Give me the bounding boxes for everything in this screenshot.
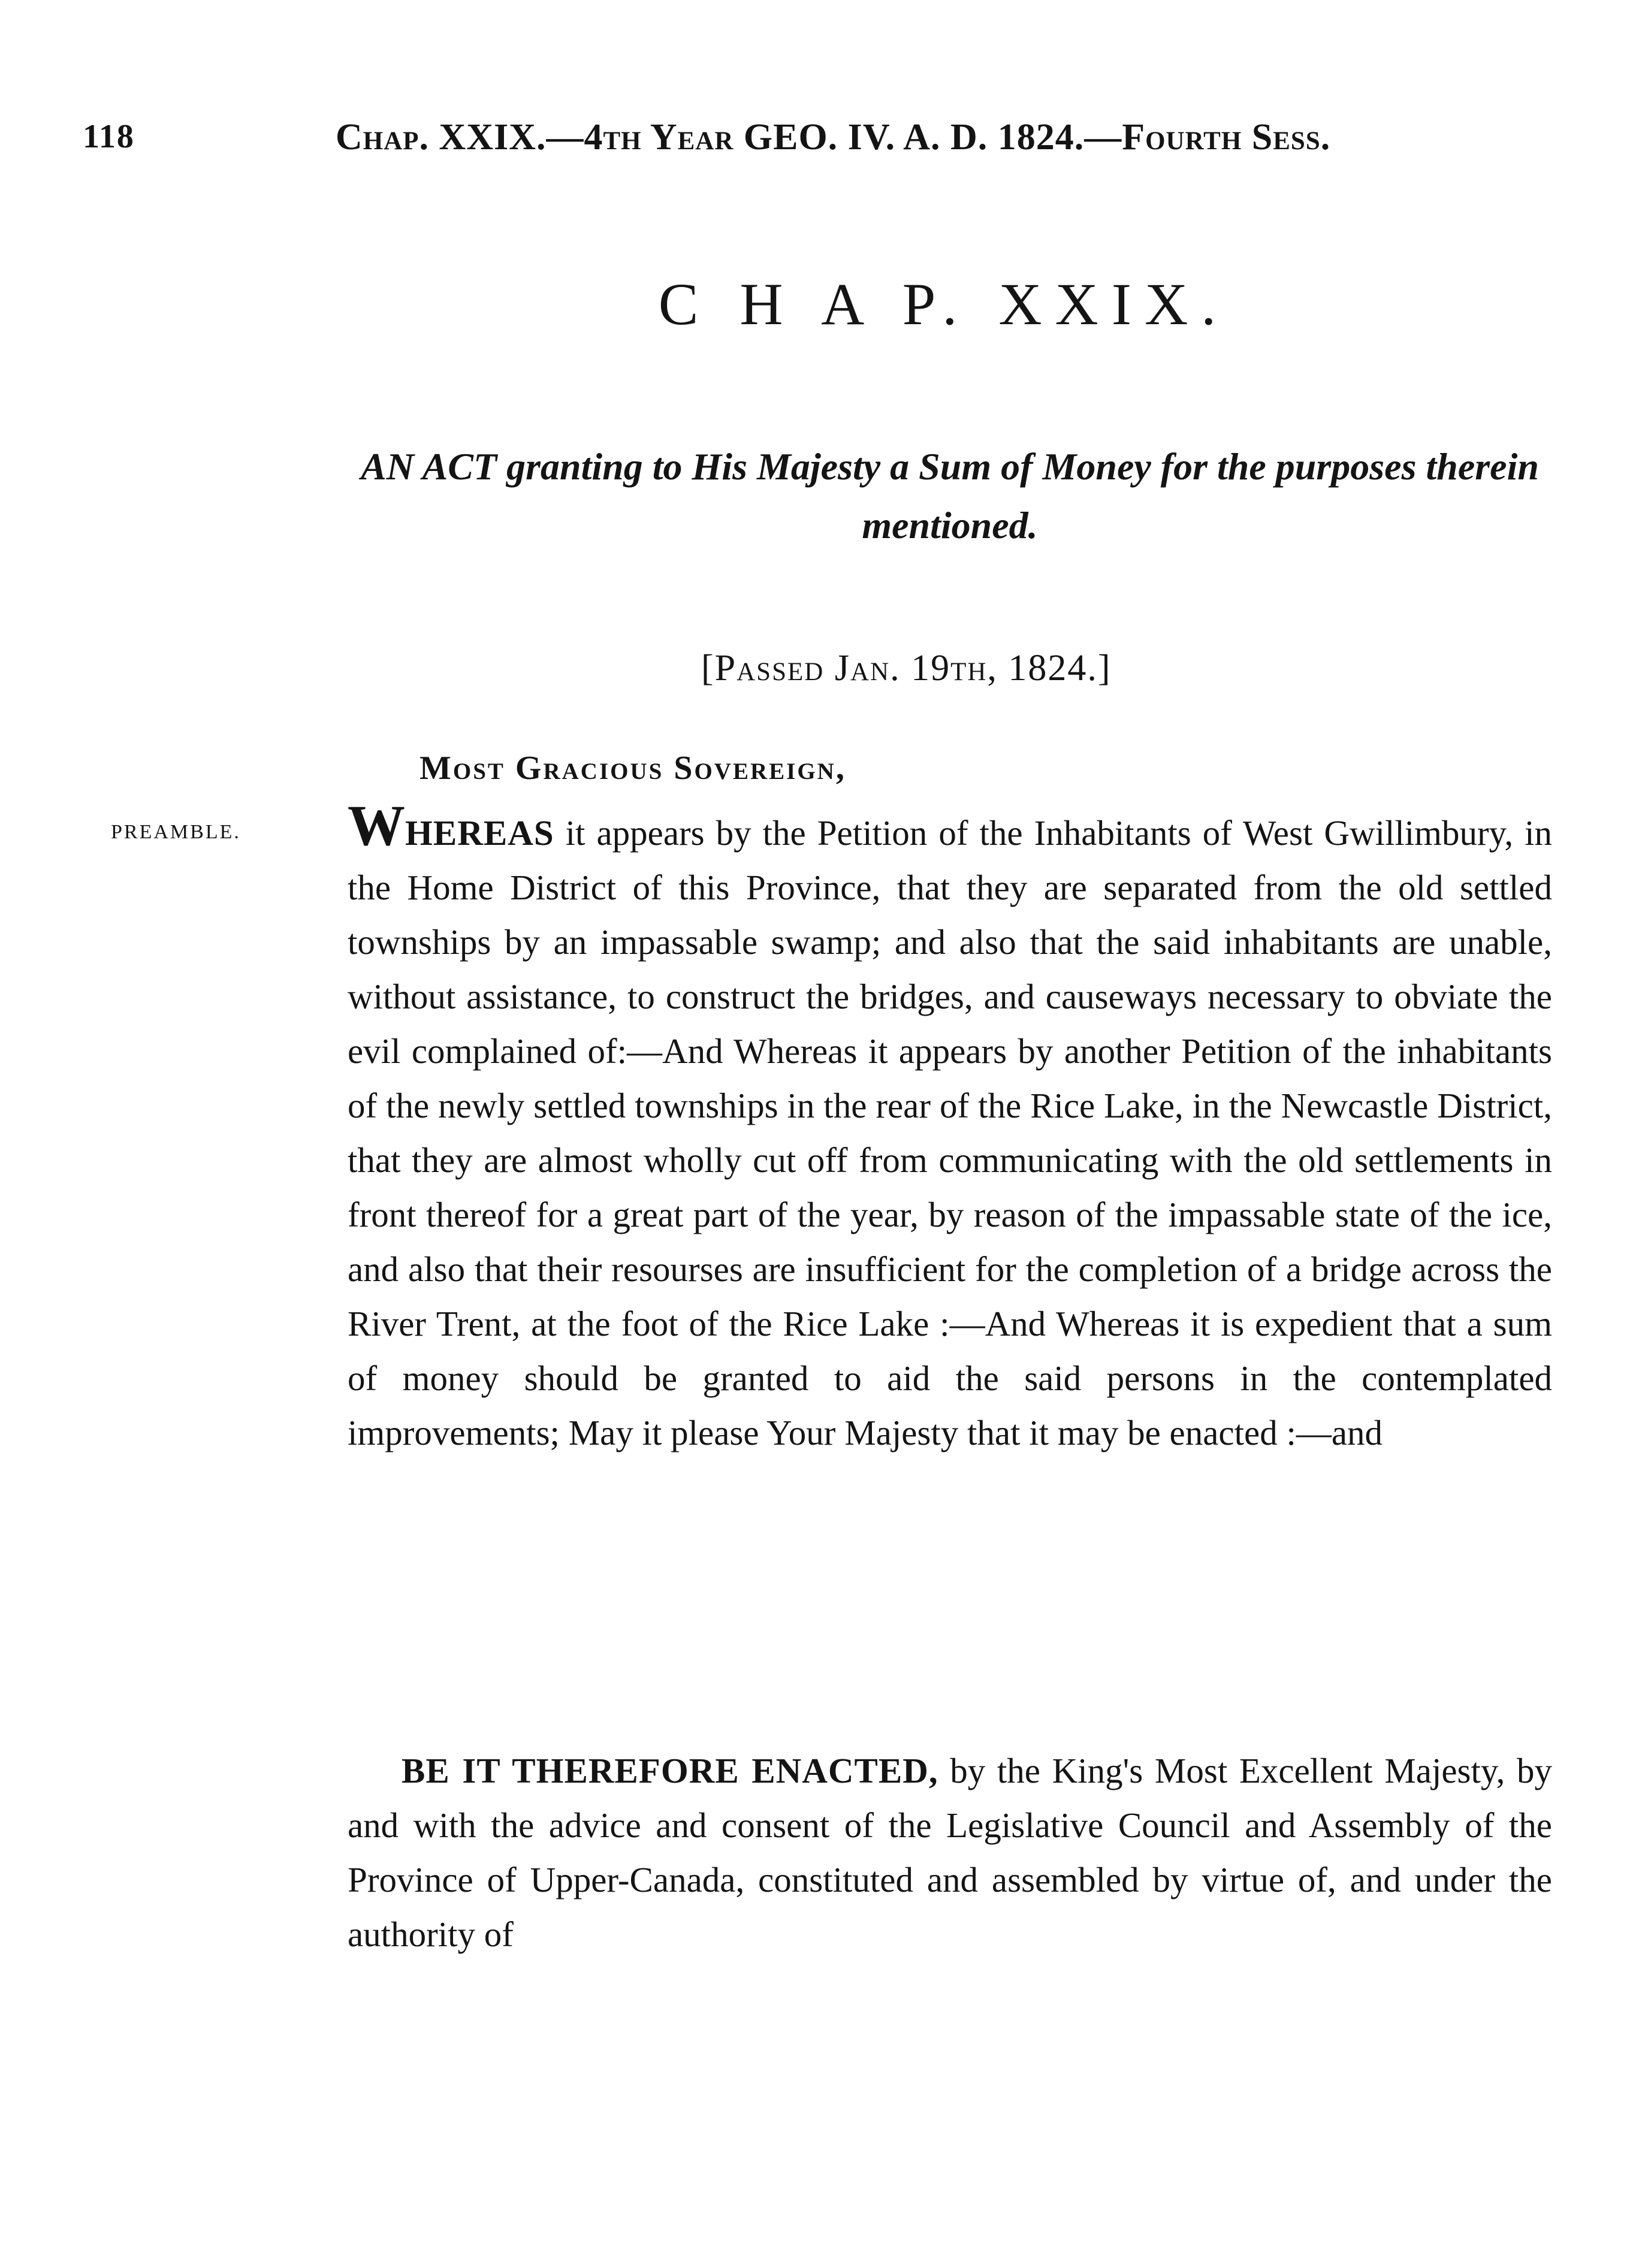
salutation: Most Gracious Sovereign, bbox=[419, 750, 846, 787]
running-head: Chap. XXIX.—4th Year GEO. IV. A. D. 1824.—Fourth Sess. bbox=[336, 117, 1331, 158]
preamble-lead-caps: HEREAS bbox=[405, 813, 554, 853]
chapter-heading: C H A P. XXIX. bbox=[658, 271, 1230, 337]
enacting-paragraph bbox=[348, 1744, 1552, 1962]
enacting-lead-caps: BE IT THEREFORE ENACTED, bbox=[402, 1751, 938, 1790]
margin-note-preamble: PREAMBLE. bbox=[111, 821, 241, 843]
preamble-paragraph bbox=[348, 793, 1552, 1460]
preamble-text: it appears by the Petition of the Inhabitants of West Gwillimbury, in the Home District of this Province, that they are separated from the old settled townships by an impassable swamp; and also that the said inhabitants are unable, without assistance, to construct the bridges, and causeways necessary to obviate the evil complained of:—And Whereas it appears by another Petition of the inhabitants of the newly settled townships in the rear of the Rice Lake, in the Newcastle District, that they are almost wholly cut off from communicating with the old settlements in front thereof for a great part of the year, by reason of the impassable state of the ice, and also that their resourses are insufficient for the completion of a bridge across the River Trent, at the foot of the Rice Lake :—And Whereas it is expedient that a sum of money should be granted to aid the said persons in the contemplated improvements; May it please Your Majesty that it may be enacted :—and bbox=[348, 813, 1552, 1452]
act-title: AN ACT granting to His Majesty a Sum of Money for the purposes therein mentioned. bbox=[361, 445, 1539, 546]
drop-cap: W bbox=[348, 793, 405, 857]
page-number: 118 bbox=[83, 118, 135, 155]
enacting-text: by the King's Most Excellent Majesty, by and with the advice and consent of the Legislative Council and Assembly of the Province of Upper-Canada, constituted and assembled by virtue of, and under the authority of bbox=[348, 1751, 1552, 1954]
passed-date: [Passed Jan. 19th, 1824.] bbox=[701, 648, 1112, 688]
